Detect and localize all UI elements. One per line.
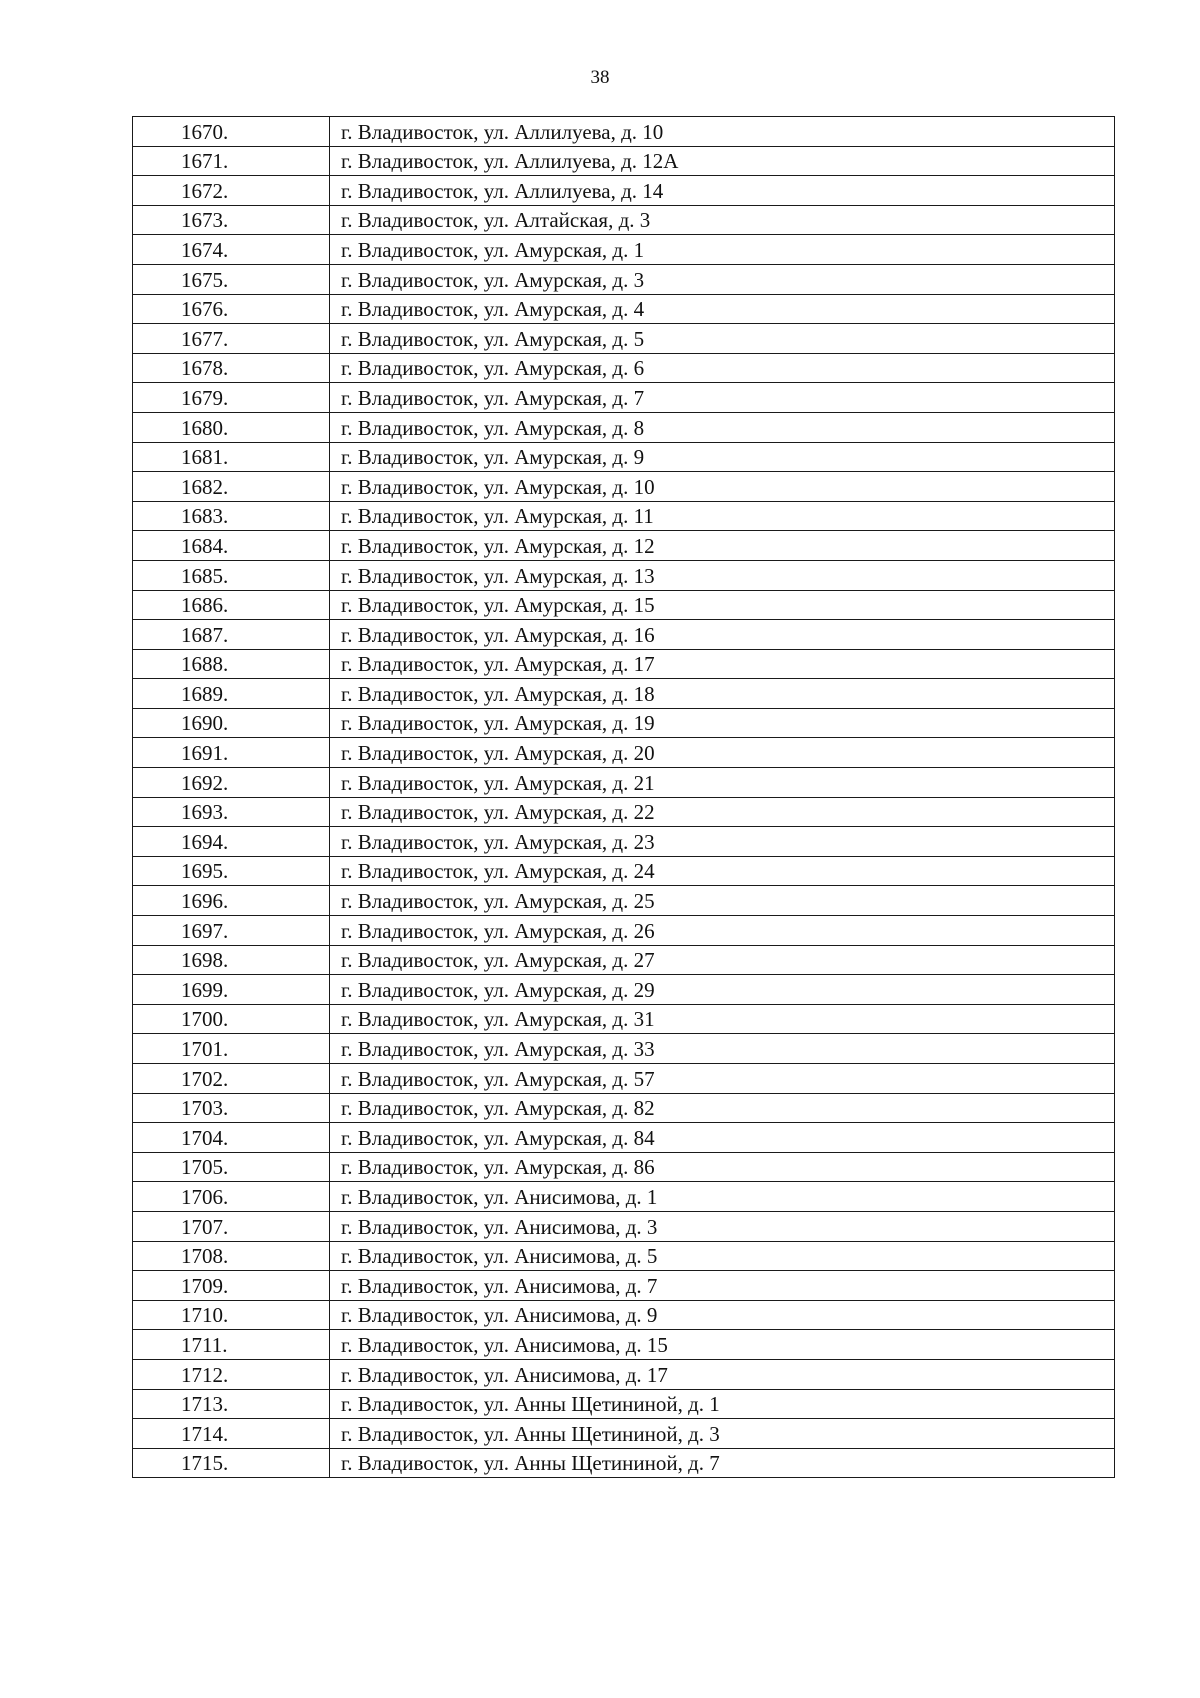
row-number: 1670. xyxy=(133,117,330,147)
row-address: г. Владивосток, ул. Анны Щетининой, д. 7 xyxy=(330,1448,1115,1478)
row-number: 1707. xyxy=(133,1211,330,1241)
row-number: 1676. xyxy=(133,294,330,324)
row-address: г. Владивосток, ул. Анисимова, д. 5 xyxy=(330,1241,1115,1271)
table-row xyxy=(133,264,1115,294)
table-row xyxy=(133,146,1115,176)
table-row xyxy=(133,294,1115,324)
row-number: 1691. xyxy=(133,738,330,768)
row-number: 1699. xyxy=(133,975,330,1005)
row-number: 1700. xyxy=(133,1004,330,1034)
row-address: г. Владивосток, ул. Амурская, д. 10 xyxy=(330,472,1115,502)
row-address: г. Владивосток, ул. Амурская, д. 21 xyxy=(330,768,1115,798)
row-number: 1684. xyxy=(133,531,330,561)
row-address: г. Владивосток, ул. Амурская, д. 9 xyxy=(330,442,1115,472)
row-number: 1715. xyxy=(133,1448,330,1478)
table-row xyxy=(133,1359,1115,1389)
row-address: г. Владивосток, ул. Амурская, д. 3 xyxy=(330,264,1115,294)
row-address: г. Владивосток, ул. Алтайская, д. 3 xyxy=(330,205,1115,235)
table-row xyxy=(133,649,1115,679)
row-number: 1678. xyxy=(133,353,330,383)
row-address: г. Владивосток, ул. Амурская, д. 82 xyxy=(330,1093,1115,1123)
row-address: г. Владивосток, ул. Анны Щетининой, д. 3 xyxy=(330,1419,1115,1449)
address-table-body xyxy=(133,117,1115,1478)
table-row xyxy=(133,679,1115,709)
row-number: 1672. xyxy=(133,176,330,206)
table-row xyxy=(133,620,1115,650)
table-row xyxy=(133,324,1115,354)
table-row xyxy=(133,1004,1115,1034)
row-number: 1679. xyxy=(133,383,330,413)
row-number: 1709. xyxy=(133,1271,330,1301)
table-row xyxy=(133,442,1115,472)
table-row xyxy=(133,797,1115,827)
row-number: 1685. xyxy=(133,560,330,590)
row-number: 1690. xyxy=(133,708,330,738)
row-number: 1710. xyxy=(133,1300,330,1330)
row-number: 1683. xyxy=(133,501,330,531)
table-row xyxy=(133,560,1115,590)
table-row xyxy=(133,472,1115,502)
row-address: г. Владивосток, ул. Амурская, д. 24 xyxy=(330,856,1115,886)
row-address: г. Владивосток, ул. Амурская, д. 57 xyxy=(330,1064,1115,1094)
row-address: г. Владивосток, ул. Амурская, д. 27 xyxy=(330,945,1115,975)
row-number: 1704. xyxy=(133,1123,330,1153)
row-number: 1702. xyxy=(133,1064,330,1094)
row-address: г. Владивосток, ул. Амурская, д. 20 xyxy=(330,738,1115,768)
row-number: 1673. xyxy=(133,205,330,235)
table-row xyxy=(133,176,1115,206)
table-row xyxy=(133,235,1115,265)
row-address: г. Владивосток, ул. Амурская, д. 18 xyxy=(330,679,1115,709)
row-address: г. Владивосток, ул. Амурская, д. 26 xyxy=(330,916,1115,946)
row-address: г. Владивосток, ул. Амурская, д. 6 xyxy=(330,353,1115,383)
table-row xyxy=(133,383,1115,413)
table-row xyxy=(133,738,1115,768)
row-address: г. Владивосток, ул. Анисимова, д. 9 xyxy=(330,1300,1115,1330)
table-row xyxy=(133,975,1115,1005)
row-number: 1675. xyxy=(133,264,330,294)
table-row xyxy=(133,1241,1115,1271)
row-address: г. Владивосток, ул. Анисимова, д. 3 xyxy=(330,1211,1115,1241)
row-address: г. Владивосток, ул. Амурская, д. 16 xyxy=(330,620,1115,650)
row-address: г. Владивосток, ул. Амурская, д. 33 xyxy=(330,1034,1115,1064)
row-address: г. Владивосток, ул. Анисимова, д. 15 xyxy=(330,1330,1115,1360)
row-address: г. Владивосток, ул. Амурская, д. 29 xyxy=(330,975,1115,1005)
table-row xyxy=(133,501,1115,531)
table-row xyxy=(133,412,1115,442)
table-row xyxy=(133,916,1115,946)
row-address: г. Владивосток, ул. Аллилуева, д. 12А xyxy=(330,146,1115,176)
table-row xyxy=(133,856,1115,886)
row-address: г. Владивосток, ул. Амурская, д. 15 xyxy=(330,590,1115,620)
table-row xyxy=(133,1182,1115,1212)
row-address: г. Владивосток, ул. Анны Щетининой, д. 1 xyxy=(330,1389,1115,1419)
table-row xyxy=(133,1419,1115,1449)
row-address: г. Владивосток, ул. Амурская, д. 23 xyxy=(330,827,1115,857)
row-number: 1680. xyxy=(133,412,330,442)
row-address: г. Владивосток, ул. Амурская, д. 8 xyxy=(330,412,1115,442)
row-number: 1689. xyxy=(133,679,330,709)
table-row xyxy=(133,768,1115,798)
table-row xyxy=(133,531,1115,561)
row-number: 1692. xyxy=(133,768,330,798)
row-number: 1677. xyxy=(133,324,330,354)
table-row xyxy=(133,708,1115,738)
row-address: г. Владивосток, ул. Амурская, д. 12 xyxy=(330,531,1115,561)
row-address: г. Владивосток, ул. Аллилуева, д. 10 xyxy=(330,117,1115,147)
row-address: г. Владивосток, ул. Аллилуева, д. 14 xyxy=(330,176,1115,206)
table-row xyxy=(133,827,1115,857)
table-row xyxy=(133,1034,1115,1064)
row-number: 1693. xyxy=(133,797,330,827)
row-number: 1696. xyxy=(133,886,330,916)
table-row xyxy=(133,1389,1115,1419)
row-address: г. Владивосток, ул. Анисимова, д. 1 xyxy=(330,1182,1115,1212)
row-number: 1698. xyxy=(133,945,330,975)
address-table xyxy=(132,116,1115,1478)
row-number: 1688. xyxy=(133,649,330,679)
row-number: 1681. xyxy=(133,442,330,472)
table-row xyxy=(133,590,1115,620)
row-number: 1711. xyxy=(133,1330,330,1360)
table-row xyxy=(133,1211,1115,1241)
row-address: г. Владивосток, ул. Амурская, д. 13 xyxy=(330,560,1115,590)
table-row xyxy=(133,117,1115,147)
row-number: 1697. xyxy=(133,916,330,946)
table-row xyxy=(133,1448,1115,1478)
row-number: 1695. xyxy=(133,856,330,886)
row-address: г. Владивосток, ул. Амурская, д. 7 xyxy=(330,383,1115,413)
row-address: г. Владивосток, ул. Амурская, д. 84 xyxy=(330,1123,1115,1153)
row-number: 1687. xyxy=(133,620,330,650)
row-number: 1701. xyxy=(133,1034,330,1064)
row-number: 1705. xyxy=(133,1152,330,1182)
row-address: г. Владивосток, ул. Амурская, д. 31 xyxy=(330,1004,1115,1034)
row-address: г. Владивосток, ул. Амурская, д. 11 xyxy=(330,501,1115,531)
table-row xyxy=(133,353,1115,383)
row-number: 1694. xyxy=(133,827,330,857)
row-number: 1714. xyxy=(133,1419,330,1449)
row-number: 1682. xyxy=(133,472,330,502)
row-address: г. Владивосток, ул. Анисимова, д. 7 xyxy=(330,1271,1115,1301)
row-number: 1674. xyxy=(133,235,330,265)
table-row xyxy=(133,1300,1115,1330)
row-address: г. Владивосток, ул. Амурская, д. 25 xyxy=(330,886,1115,916)
row-number: 1686. xyxy=(133,590,330,620)
table-row xyxy=(133,1093,1115,1123)
row-number: 1712. xyxy=(133,1359,330,1389)
row-number: 1706. xyxy=(133,1182,330,1212)
table-row xyxy=(133,1123,1115,1153)
table-row xyxy=(133,945,1115,975)
row-address: г. Владивосток, ул. Амурская, д. 86 xyxy=(330,1152,1115,1182)
row-address: г. Владивосток, ул. Амурская, д. 4 xyxy=(330,294,1115,324)
row-number: 1713. xyxy=(133,1389,330,1419)
row-address: г. Владивосток, ул. Амурская, д. 1 xyxy=(330,235,1115,265)
row-number: 1703. xyxy=(133,1093,330,1123)
row-address: г. Владивосток, ул. Амурская, д. 5 xyxy=(330,324,1115,354)
row-address: г. Владивосток, ул. Анисимова, д. 17 xyxy=(330,1359,1115,1389)
row-number: 1708. xyxy=(133,1241,330,1271)
row-address: г. Владивосток, ул. Амурская, д. 19 xyxy=(330,708,1115,738)
table-row xyxy=(133,1064,1115,1094)
page-number: 38 xyxy=(590,67,610,88)
row-number: 1671. xyxy=(133,146,330,176)
table-row xyxy=(133,1152,1115,1182)
row-address: г. Владивосток, ул. Амурская, д. 17 xyxy=(330,649,1115,679)
table-row xyxy=(133,1271,1115,1301)
row-address: г. Владивосток, ул. Амурская, д. 22 xyxy=(330,797,1115,827)
table-row xyxy=(133,886,1115,916)
table-row xyxy=(133,1330,1115,1360)
table-row xyxy=(133,205,1115,235)
